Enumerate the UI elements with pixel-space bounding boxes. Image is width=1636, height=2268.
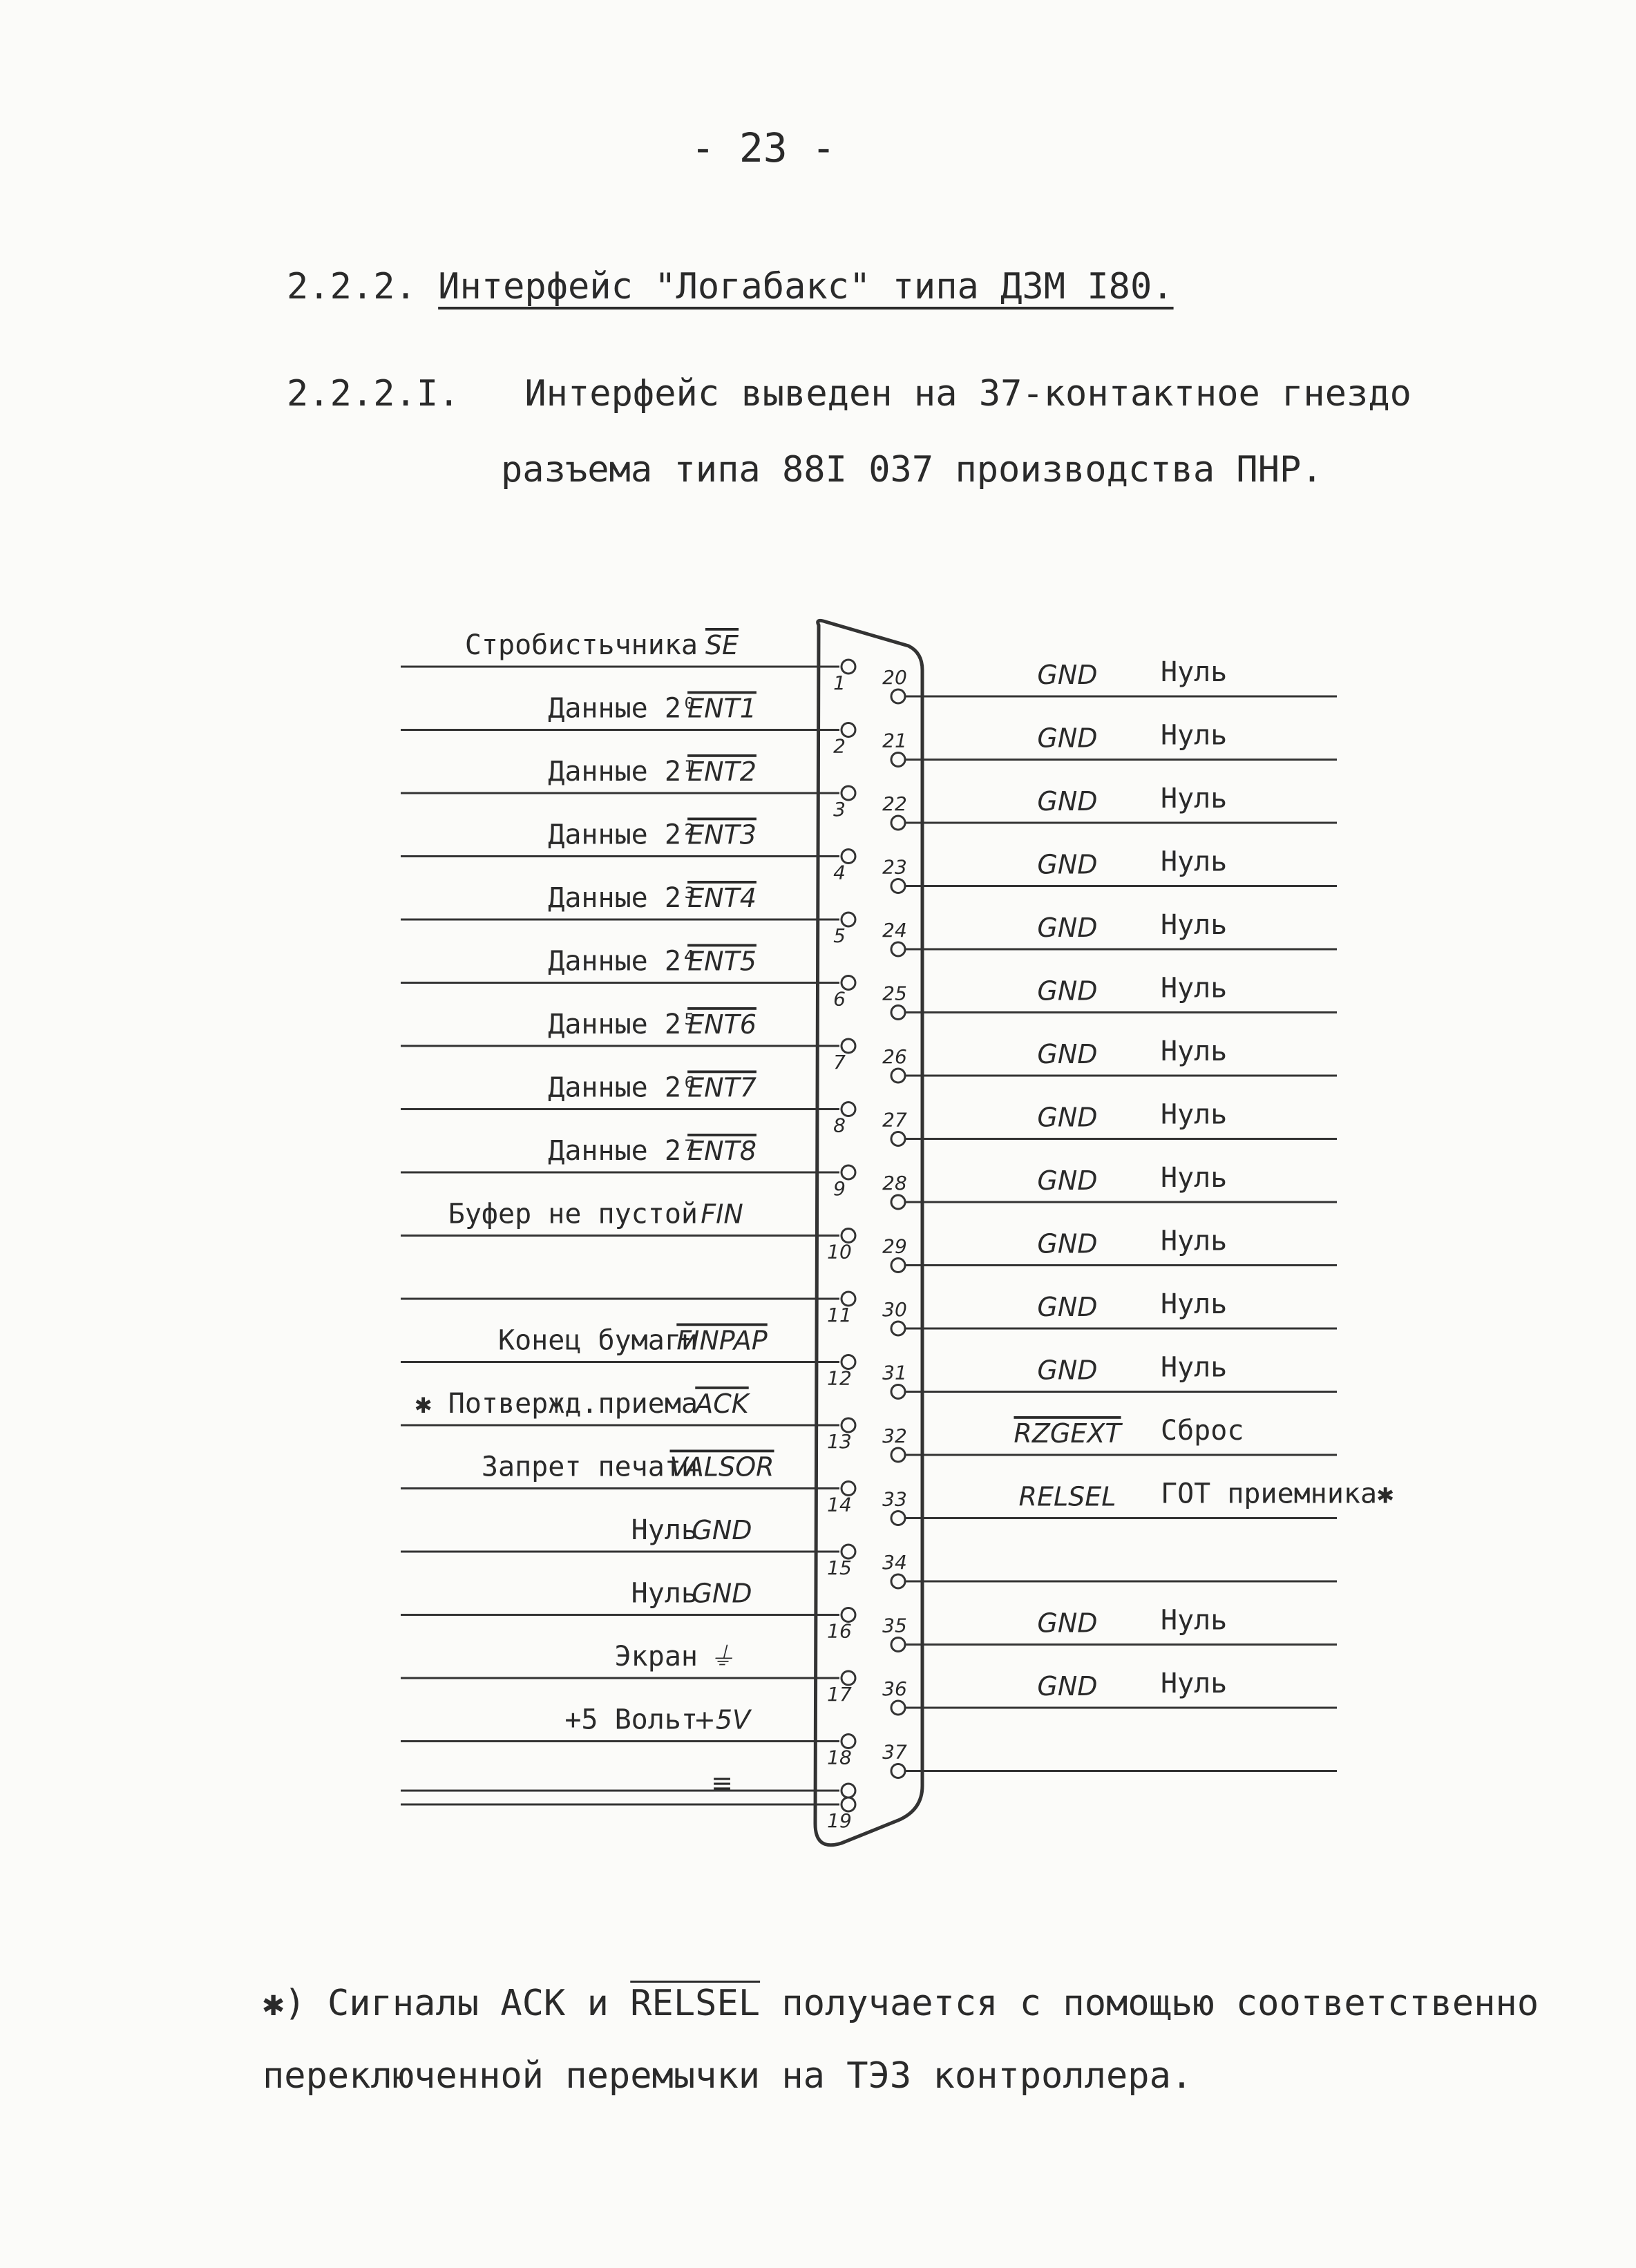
pin-number-15: 15 bbox=[827, 1556, 852, 1579]
pin-number-2: 2 bbox=[833, 734, 846, 758]
pin-number-30: 30 bbox=[882, 1298, 907, 1321]
left-signal-1: SE bbox=[705, 630, 739, 660]
pin-number-11: 11 bbox=[827, 1304, 852, 1326]
left-signal-16: GND bbox=[692, 1578, 752, 1609]
pin-34-contact bbox=[891, 1574, 905, 1588]
pin-number-24: 24 bbox=[882, 919, 907, 942]
pin-number-14: 14 bbox=[827, 1493, 852, 1516]
right-label-24: Нуль bbox=[1161, 909, 1228, 941]
paragraph-number: 2.2.2.I. bbox=[287, 373, 460, 414]
page-number: - 23 - bbox=[691, 124, 836, 171]
right-signal-24: GND bbox=[1037, 913, 1098, 943]
paragraph-text-1: Интерфейс выведен на 37-контактное гнездо bbox=[524, 373, 1411, 414]
right-label-35: Нуль bbox=[1161, 1604, 1228, 1637]
pin-number-32: 32 bbox=[882, 1424, 907, 1447]
pin-number-5: 5 bbox=[833, 924, 846, 947]
left-signal-14: VALSOR bbox=[669, 1451, 774, 1483]
pin-27-contact bbox=[891, 1132, 905, 1146]
right-signal-29: GND bbox=[1037, 1228, 1098, 1259]
pin-number-23: 23 bbox=[882, 855, 907, 879]
right-label-29: Нуль bbox=[1161, 1225, 1228, 1257]
right-signal-28: GND bbox=[1037, 1165, 1098, 1196]
pin-number-6: 6 bbox=[833, 987, 846, 1011]
footnote-mark: ✱) bbox=[263, 1983, 306, 2024]
left-signal-5: ENT4 bbox=[687, 883, 757, 913]
pin-32-contact bbox=[891, 1448, 905, 1462]
pin-37-contact bbox=[891, 1764, 905, 1778]
left-signal-17: ⏚ bbox=[708, 1641, 736, 1672]
footnote-text-pre: Сигналы АСК и bbox=[327, 1983, 609, 2024]
pin-28-contact bbox=[891, 1195, 905, 1209]
left-label-16: Нуль bbox=[631, 1577, 698, 1610]
pin-number-37: 37 bbox=[882, 1740, 907, 1764]
left-label-9: Данные 2⁷ bbox=[548, 1135, 698, 1167]
pin-number-19: 19 bbox=[827, 1809, 852, 1832]
left-label-17: Экран bbox=[614, 1641, 698, 1673]
right-label-32: Сброс bbox=[1161, 1415, 1244, 1447]
left-label-10: Буфер не пустой bbox=[448, 1198, 698, 1230]
pin-number-33: 33 bbox=[882, 1487, 907, 1511]
left-label-6: Данные 2⁴ bbox=[548, 945, 698, 978]
pin-29-contact bbox=[891, 1259, 905, 1273]
right-signal-26: GND bbox=[1037, 1039, 1098, 1069]
pin-number-21: 21 bbox=[882, 729, 907, 752]
right-label-20: Нуль bbox=[1161, 656, 1228, 688]
pin-number-16: 16 bbox=[827, 1619, 852, 1643]
left-label-4: Данные 2² bbox=[548, 819, 698, 851]
right-label-28: Нуль bbox=[1161, 1162, 1228, 1194]
pin-30-contact bbox=[891, 1322, 905, 1335]
right-signal-32: RZGEXT bbox=[1014, 1418, 1121, 1449]
left-signal-7: ENT6 bbox=[687, 1009, 757, 1040]
left-signal-8: ENT7 bbox=[687, 1072, 757, 1103]
pin-number-1: 1 bbox=[833, 671, 846, 694]
pin-number-22: 22 bbox=[882, 792, 907, 815]
pin-20-contact bbox=[891, 689, 905, 703]
right-signal-33: RELSEL bbox=[1018, 1481, 1116, 1512]
left-label-18: +5 Вольт bbox=[564, 1704, 698, 1736]
pin-number-20: 20 bbox=[882, 666, 907, 689]
left-label-13: ✱ Потвержд.приема bbox=[415, 1388, 698, 1420]
right-label-36: Нуль bbox=[1161, 1668, 1228, 1699]
left-label-15: Нуль bbox=[631, 1514, 698, 1546]
pin-number-7: 7 bbox=[833, 1051, 846, 1074]
right-label-22: Нуль bbox=[1161, 783, 1228, 814]
right-signal-27: GND bbox=[1037, 1102, 1098, 1133]
pin-23-contact bbox=[891, 879, 905, 893]
right-signal-30: GND bbox=[1037, 1292, 1098, 1322]
right-label-21: Нуль bbox=[1161, 719, 1228, 752]
left-label-14: Запрет печати bbox=[481, 1451, 698, 1483]
left-signal-6: ENT5 bbox=[687, 946, 757, 977]
left-label-2: Данные 2⁰ bbox=[548, 692, 698, 725]
pin-number-31: 31 bbox=[882, 1361, 907, 1384]
pin-number-27: 27 bbox=[882, 1108, 907, 1132]
left-signal-19: ≡ bbox=[711, 1768, 733, 1798]
pin-26-contact bbox=[891, 1069, 905, 1083]
right-signal-20: GND bbox=[1037, 660, 1098, 690]
right-signal-36: GND bbox=[1037, 1671, 1098, 1702]
left-signal-15: GND bbox=[692, 1515, 752, 1545]
pin-31-contact bbox=[891, 1385, 905, 1399]
left-label-5: Данные 2³ bbox=[548, 882, 698, 914]
left-label-3: Данные 2ᴵ bbox=[548, 756, 698, 788]
pin-number-8: 8 bbox=[833, 1114, 846, 1137]
pin-number-28: 28 bbox=[882, 1172, 907, 1194]
right-signal-25: GND bbox=[1037, 975, 1098, 1007]
pin-number-18: 18 bbox=[827, 1746, 852, 1769]
pin-22-contact bbox=[891, 816, 905, 830]
pin-33-contact bbox=[891, 1512, 905, 1525]
pin-number-4: 4 bbox=[833, 861, 846, 884]
left-label-8: Данные 2⁶ bbox=[548, 1071, 698, 1104]
right-signal-23: GND bbox=[1037, 849, 1098, 880]
right-signal-22: GND bbox=[1037, 786, 1098, 817]
pin-number-25: 25 bbox=[882, 982, 907, 1005]
left-signal-18: +5V bbox=[693, 1704, 751, 1735]
right-label-23: Нуль bbox=[1161, 846, 1228, 878]
left-signal-2: ENT1 bbox=[687, 693, 757, 724]
pin-bottom-contact bbox=[841, 1784, 855, 1798]
left-signal-9: ENT8 bbox=[687, 1136, 757, 1166]
section-title: Интерфейс "Логабакс" типа ДЗМ I80. bbox=[438, 266, 1174, 307]
left-label-1: Стробистьчника bbox=[464, 629, 698, 661]
right-label-31: Нуль bbox=[1161, 1351, 1228, 1384]
left-signal-13: ACK bbox=[695, 1389, 749, 1419]
section-number: 2.2.2. bbox=[287, 266, 417, 307]
pin-25-contact bbox=[891, 1006, 905, 1020]
right-label-30: Нуль bbox=[1161, 1288, 1228, 1320]
right-label-33: ГОТ приемника✱ bbox=[1161, 1478, 1394, 1510]
pin-number-12: 12 bbox=[827, 1366, 852, 1390]
pin-36-contact bbox=[891, 1701, 905, 1715]
pin-number-35: 35 bbox=[882, 1614, 907, 1637]
pin-number-10: 10 bbox=[827, 1240, 852, 1264]
right-signal-31: GND bbox=[1037, 1355, 1098, 1386]
left-signal-3: ENT2 bbox=[687, 756, 757, 787]
left-label-7: Данные 2⁵ bbox=[548, 1009, 698, 1040]
pin-number-26: 26 bbox=[882, 1045, 907, 1068]
pin-24-contact bbox=[891, 942, 905, 956]
right-signal-21: GND bbox=[1037, 723, 1098, 754]
left-signal-12: FINPAP bbox=[676, 1325, 768, 1356]
left-label-12: Конец бумаги bbox=[498, 1324, 698, 1357]
pin-number-34: 34 bbox=[882, 1551, 907, 1574]
right-label-27: Нуль bbox=[1161, 1098, 1228, 1131]
footnote-text-post: получается с помощью соответственно bbox=[781, 1983, 1539, 2024]
right-label-26: Нуль bbox=[1161, 1036, 1228, 1067]
pin-number-13: 13 bbox=[827, 1430, 852, 1453]
left-signal-4: ENT3 bbox=[687, 819, 757, 850]
pin-number-29: 29 bbox=[882, 1235, 907, 1258]
right-label-25: Нуль bbox=[1161, 972, 1228, 1004]
footnote-line-2: переключенной перемычки на ТЭЗ контроллера. bbox=[263, 2055, 1193, 2097]
pin-number-9: 9 bbox=[833, 1177, 846, 1200]
paragraph-line-2: разъема типа 88I 037 производства ПНР. bbox=[501, 449, 1323, 490]
right-signal-35: GND bbox=[1037, 1608, 1098, 1639]
pin-number-36: 36 bbox=[882, 1677, 907, 1700]
footnote-signal: RELSEL bbox=[630, 1983, 761, 2024]
footnote-line-1 bbox=[263, 1983, 1539, 2024]
pin-21-contact bbox=[891, 753, 905, 767]
pin-35-contact bbox=[891, 1638, 905, 1652]
left-signal-10: FIN bbox=[701, 1199, 743, 1230]
pin-number-3: 3 bbox=[833, 798, 846, 821]
pin-number-17: 17 bbox=[827, 1683, 852, 1706]
